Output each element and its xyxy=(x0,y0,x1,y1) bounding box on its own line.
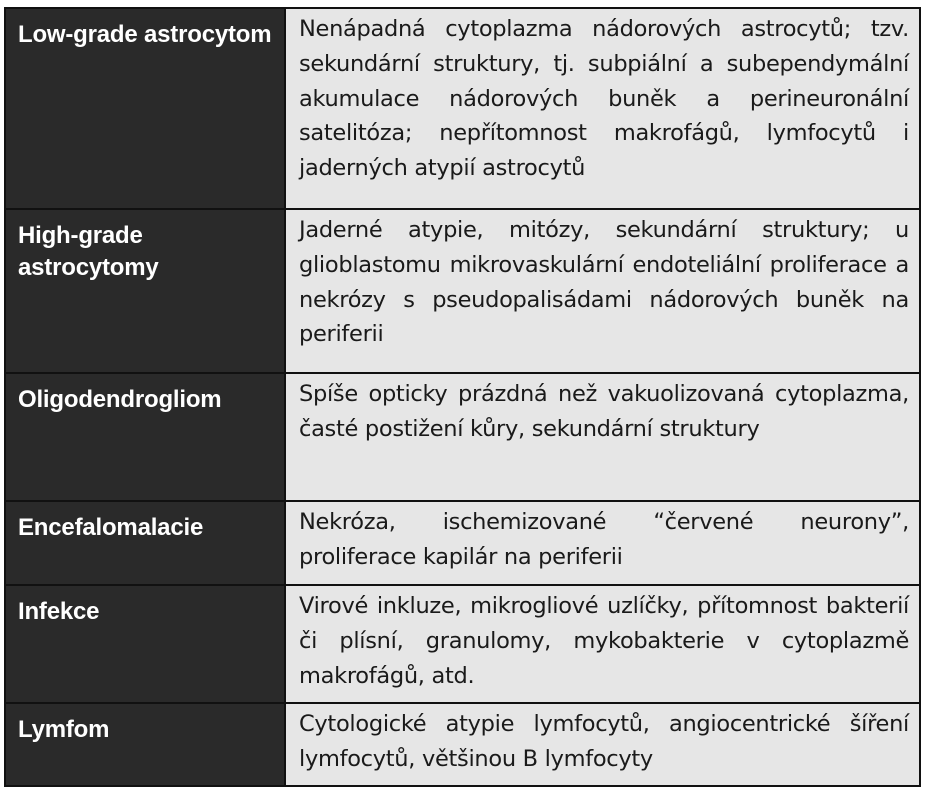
diagnosis-table xyxy=(4,7,921,787)
row-term: Infekce xyxy=(6,585,285,703)
diagnosis-table-grid xyxy=(6,9,919,785)
table-row xyxy=(6,373,919,501)
row-term: Low-grade astrocytom xyxy=(6,9,285,209)
row-term: Lymfom xyxy=(6,703,285,785)
row-description: Virové inkluze, mikrogliové uzlíčky, přítomnost bakterií či plísní, granulomy, mykobakterie v cytoplazmě makrofágů, atd. xyxy=(285,585,919,703)
row-term: Oligodendrogliom xyxy=(6,373,285,501)
row-description: Cytologické atypie lymfocytů, angiocentrické šíření lymfocytů, většinou B lymfocyty xyxy=(285,703,919,785)
table-row xyxy=(6,585,919,703)
table-row xyxy=(6,209,919,373)
table-row xyxy=(6,9,919,209)
row-description: Jaderné atypie, mitózy, sekundární struktury; u glioblastomu mikrovaskulární endoteliální proliferace a nekrózy s pseudopalisádami nádorových buněk na periferii xyxy=(285,209,919,373)
row-description: Nenápadná cytoplazma nádorových astrocytů; tzv. sekundární struktury, tj. subpiální a subependymální akumulace nádorových buněk a perineuronální satelitóza; nepřítomnost makrofágů, lymfocytů i jaderných atypií astrocytů xyxy=(285,9,919,209)
row-term: High-grade astrocytomy xyxy=(6,209,285,373)
row-term: Encefalomalacie xyxy=(6,501,285,585)
row-description: Spíše opticky prázdná než vakuolizovaná cytoplazma, časté postižení kůry, sekundární struktury xyxy=(285,373,919,501)
table-row xyxy=(6,501,919,585)
table-row xyxy=(6,703,919,785)
row-description: Nekróza, ischemizované “červené neurony”, proliferace kapilár na periferii xyxy=(285,501,919,585)
